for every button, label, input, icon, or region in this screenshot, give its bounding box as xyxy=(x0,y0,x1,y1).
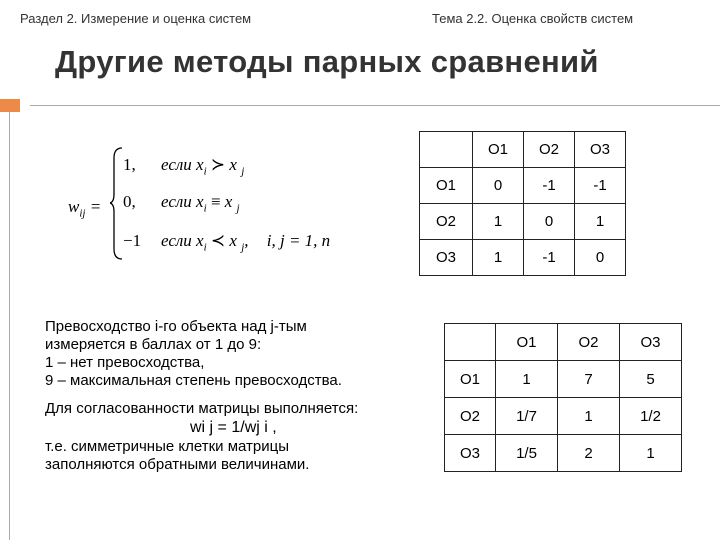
table-cell: -1 xyxy=(524,168,575,204)
formula-case-1: 1, если $x_i$ ≻ x $_j$ xyxy=(123,155,245,178)
table-row xyxy=(420,204,626,240)
table-cell: 1 xyxy=(575,204,626,240)
accent-bar xyxy=(0,99,20,112)
table-cell: 0 xyxy=(524,204,575,240)
ratio-comparison-table xyxy=(444,323,682,472)
row-header-cell: O3 xyxy=(420,240,473,276)
table-cell: -1 xyxy=(524,240,575,276)
explanation-text xyxy=(45,318,435,474)
table-cell: 1 xyxy=(558,398,620,435)
row-header-cell: O1 xyxy=(420,168,473,204)
table-cell: 1 xyxy=(473,204,524,240)
brace-icon xyxy=(110,146,124,261)
left-rule xyxy=(9,112,10,540)
table-cell: -1 xyxy=(575,168,626,204)
text-line: Для согласованности матрицы выполняется: xyxy=(45,400,359,417)
table-cell: 7 xyxy=(558,361,620,398)
table-cell: 1/2 xyxy=(620,398,682,435)
row-header-cell: O1 xyxy=(445,361,496,398)
table-cell: 1/7 xyxy=(496,398,558,435)
text-line: измеряется в баллах от 1 до 9: xyxy=(45,336,262,353)
ordinal-comparison-table xyxy=(419,131,626,276)
table-header-row xyxy=(420,132,626,168)
row-header-cell: O2 xyxy=(445,398,496,435)
table-row xyxy=(445,435,682,472)
slide-title: Другие методы парных сравнений xyxy=(55,44,599,79)
formula-case-2: 0, если $x_i \equiv x$ $_j$ xyxy=(123,192,240,215)
text-line: Превосходство i-го объекта над j-тым xyxy=(45,318,307,335)
table-corner-cell xyxy=(445,324,496,361)
divider-line xyxy=(30,105,720,106)
formula-lhs: $w_{ij}$ = xyxy=(68,197,102,220)
table-cell: 0 xyxy=(575,240,626,276)
text-line: 1 – нет превосходства, xyxy=(45,354,205,371)
table-corner-cell xyxy=(420,132,473,168)
table-header-row xyxy=(445,324,682,361)
row-header-cell: O2 xyxy=(420,204,473,240)
table-row xyxy=(420,168,626,204)
table-cell: 1 xyxy=(473,240,524,276)
table-row xyxy=(420,240,626,276)
table-cell: 5 xyxy=(620,361,682,398)
table-header-cell: O2 xyxy=(558,324,620,361)
comparison-formula xyxy=(60,140,380,270)
section-header: Раздел 2. Измерение и оценка систем xyxy=(20,11,252,26)
table-row xyxy=(445,398,682,435)
topic-header: Тема 2.2. Оценка свойств систем xyxy=(432,11,634,26)
text-line: заполняются обратными величинами. xyxy=(45,456,310,473)
reciprocal-formula: wi j = 1/wj i , xyxy=(190,419,277,436)
table-header-cell: O1 xyxy=(496,324,558,361)
table-header-cell: O1 xyxy=(473,132,524,168)
row-header-cell: O3 xyxy=(445,435,496,472)
table-row xyxy=(445,361,682,398)
table-cell: 0 xyxy=(473,168,524,204)
formula-case-3: −1 если $x_i$ ≺ x $_j$, i, j = 1, n xyxy=(123,231,331,254)
table-cell: 1 xyxy=(496,361,558,398)
table-cell: 2 xyxy=(558,435,620,472)
table-cell: 1 xyxy=(620,435,682,472)
table-header-cell: O2 xyxy=(524,132,575,168)
formula-range: i, j = 1, n xyxy=(266,231,331,250)
table-header-cell: O3 xyxy=(575,132,626,168)
text-line: 9 – максимальная степень превосходства. xyxy=(45,372,342,389)
text-line: т.е. симметричные клетки матрицы xyxy=(45,438,289,455)
table-cell: 1/5 xyxy=(496,435,558,472)
table-header-cell: O3 xyxy=(620,324,682,361)
